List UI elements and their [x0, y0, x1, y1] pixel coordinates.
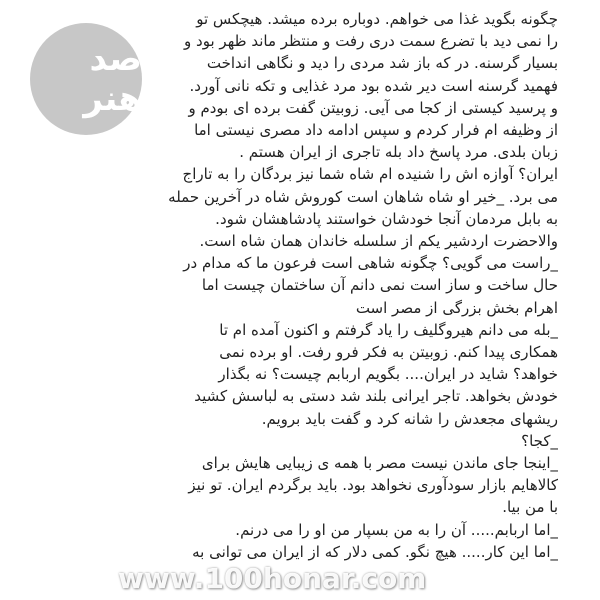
- text-line: والاحضرت اردشیر یکم از سلسله خاندان همان شاه است.: [199, 232, 558, 251]
- watermark-url: www.100honar.com: [118, 562, 427, 595]
- text-line: _اینجا جای ماندن نیست مصر با همه ی زیبایی هایش برای: [201, 454, 558, 473]
- text-line: با من بیا.: [502, 498, 558, 517]
- text-line: فهمید گرسنه است دیر شده بود مرد غذایی و تکه نانی آورد.: [189, 76, 558, 95]
- text-line: _راست می گویی؟ چگونه شاهی است فرعون ما که مدام در: [183, 254, 558, 273]
- text-line: را نمی دید با تضرع سمت دری رفت و منتظر ماند ظهر بود و: [184, 32, 558, 51]
- text-line: _اما این کار..... هیچ نگو. کمی دلار که از ایران می توانی به: [192, 542, 558, 561]
- text-line: ریشهای مجعدش را شانه کرد و گفت باید برویم.: [261, 409, 558, 428]
- logo-text: صد هنر: [83, 39, 142, 119]
- text-line: و پرسید کیستی از کجا می آیی. زوبیتن گفت برده ای بودم و: [188, 98, 558, 117]
- text-line: ایران؟ آوازه اش را شنیده ام شاه شما نیز بردگان را به تاراج: [182, 165, 558, 184]
- text-line: چگونه بگوید غذا می خواهم. دوباره برده میشد. هیچکس تو: [196, 10, 558, 28]
- text-line: اهرام بخش بزرگی از مصر است: [355, 298, 558, 317]
- text-line: زبان بلدی. مرد پاسخ داد بله تاجری از ایران هستم .: [239, 143, 558, 162]
- site-logo: [30, 23, 142, 135]
- text-line: به بابل مردمان آنجا خودشان خواستند پادشاهشان شود.: [215, 209, 558, 228]
- text-line: _کجا؟: [521, 431, 558, 450]
- text-line: می برد. _خیر او شاه شاهان است کوروش شاه در آخرین حمله: [168, 187, 558, 206]
- text-line: از وظیفه ام فرار کردم و سپس ادامه داد مصری نیستی اما: [194, 121, 558, 140]
- text-line: _اما اربابم..... آن را به من بسپار من او را می درنم.: [235, 520, 558, 539]
- text-line: خواهد؟ شاید در ایران.... بگویم اربابم چیست؟ نه بگذار: [218, 365, 558, 384]
- text-line: _بله می دانم هیروگلیف را یاد گرفتم و اکنون آمده ام تا: [219, 320, 558, 339]
- text-line: کالاهایم بازار سودآوری نخواهد بود. باید برگردم ایران. تو نیز: [188, 476, 558, 495]
- text-line: حال ساخت و ساز است نمی دانم آن ساختمان چیست اما: [201, 276, 558, 295]
- text-line: بسیار گرسنه. در که باز شد مردی را دید و نگاهی انداخت: [206, 54, 558, 73]
- text-line: خودش بخواهد. تاجر ایرانی بلند شد دستی به لباسش کشید: [194, 387, 558, 406]
- text-line: همکاری پیدا کنم. زوبیتن به فکر فرو رفت. او برده نمی: [219, 343, 558, 362]
